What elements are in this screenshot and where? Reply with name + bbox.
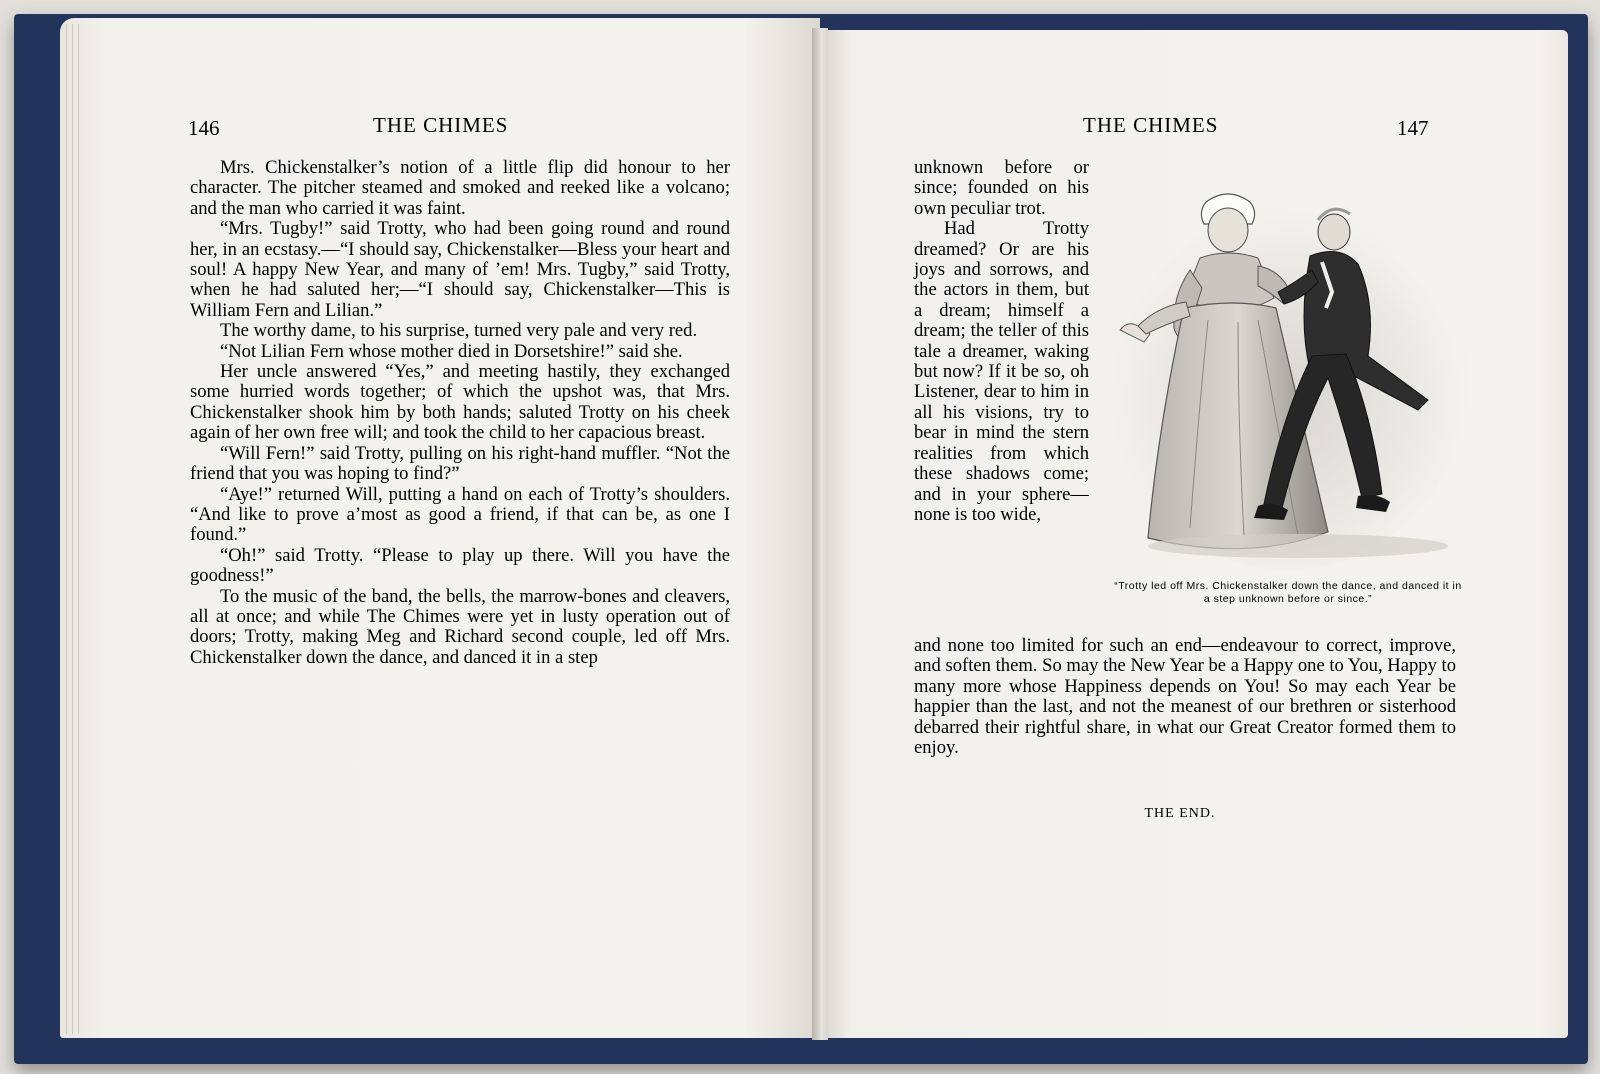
book-gutter (812, 28, 828, 1040)
paragraph: Her uncle answered “Yes,” and meeting hastily, they exchanged some hurried words together; of which the upshot was, that Mrs. Chickenstalker shook him by both hands; saluted Trotty on his cheek again of her own free will; and took the child to her capacious breast. (190, 361, 730, 444)
paragraph: To the music of the band, the bells, the marrow-bones and cleavers, all at once; and while The Chimes were yet in lusty operation out of doors; Trotty, making Meg and Richard second couple, led off Mrs. Chickenstalker down the dance, and danced it in a step (190, 585, 730, 668)
dance-illustration (1108, 180, 1468, 570)
paragraph: The worthy dame, to his surprise, turned very pale and very red. (220, 320, 698, 342)
page-edge (66, 24, 67, 1034)
paragraph: unknown before or since; founded on his own peculiar trot. (914, 157, 1089, 219)
paragraph: “Mrs. Tugby!” said Trotty, who had been going round and round her, in an ecstasy.—“I should say, Chickenstalker—Bless your heart and soul! A happy New Year, and many of ’em! Mrs. Tugby,” said Trotty, when he had saluted her;—“I should say, Chickenstalker—This is William Fern and Lilian.” (190, 218, 730, 321)
the-end-label: THE END. (1144, 806, 1216, 821)
right-column-text (914, 158, 1089, 525)
page-edge (72, 24, 73, 1034)
paragraph: Had Trotty dreamed? Or are his joys and sorrows, and the actors in them, but a dream; himself a dream; the teller of this tale a dreamer, waking but now? If it be so, oh Listener, dear to him in all his visions, try to bear in mind the stern realities from which these shadows come; and in your sphere—none is too wide, (914, 218, 1089, 525)
paragraph: “Aye!” returned Will, putting a hand on each of Trotty’s shoulders. “And like to prove a’most as good a friend, if that can be, as one I found.” (190, 483, 730, 546)
paragraph: “Oh!” said Trotty. “Please to play up there. Will you have the goodness!” (190, 544, 730, 587)
left-page-number: 146 (188, 116, 220, 140)
illustration-caption: “Trotty led off Mrs. Chickenstalker down the dance, and danced it in a step unknown before or since.” (1114, 580, 1462, 605)
right-running-head: THE CHIMES (1083, 113, 1219, 137)
right-page-body (914, 636, 1456, 758)
ground-shadow (1148, 534, 1448, 558)
left-running-head: THE CHIMES (373, 113, 509, 137)
paragraph: Mrs. Chickenstalker’s notion of a little flip did honour to her character. The pitcher steamed and smoked and reeked like a volcano; and the man who carried it was faint. (190, 157, 730, 219)
page-edge (78, 24, 79, 1034)
left-page-body (190, 158, 730, 668)
paragraph: “Will Fern!” said Trotty, pulling on his right-hand muffler. “Not the friend that you was hoping to find?” (190, 442, 730, 485)
paragraph: “Not Lilian Fern whose mother died in Dorsetshire!” said she. (220, 340, 683, 362)
paragraph: and none too limited for such an end—endeavour to correct, improve, and soften them. So may the New Year be a Happy one to You, Happy to many more whose Happiness depends on You! So may each Year be happier than the last, and not the meanest of our brethren or sisterhood debarred their rightful share, in what our Great Creator formed them to enjoy. (914, 635, 1456, 759)
right-page-number: 147 (1397, 116, 1429, 140)
